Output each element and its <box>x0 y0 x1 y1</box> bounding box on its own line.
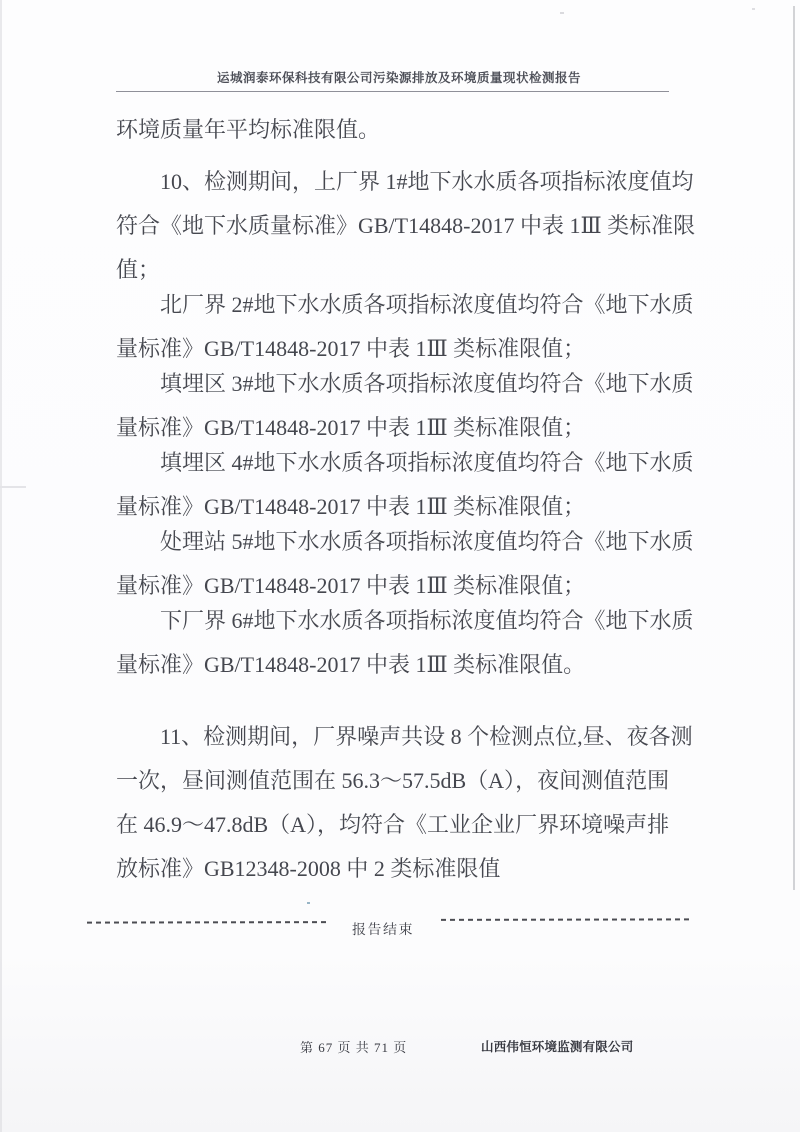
report-body <box>116 108 696 891</box>
divider-dash-right <box>441 918 691 921</box>
text-line: 放标准》GB12348-2008 中 2 类标准限值 <box>116 856 501 881</box>
text-line: 北厂界 2#地下水水质各项指标浓度值均符合《地下水质 <box>160 292 694 317</box>
footer-page-number: 第 67 页 共 71 页 <box>300 1040 408 1055</box>
text-line: 处理站 5#地下水水质各项指标浓度值均符合《地下水质 <box>160 529 694 554</box>
header-rule <box>116 91 669 92</box>
scan-edge-line-left <box>0 0 2 1132</box>
paragraph <box>116 283 694 371</box>
report-header-title: 运城润泰环保科技有限公司污染源排放及环境质量现状检测报告 <box>216 71 581 85</box>
text-line: 填埋区 3#地下水水质各项指标浓度值均符合《地下水质 <box>160 371 694 396</box>
text-line: 值； <box>116 257 161 282</box>
paragraph <box>116 362 694 450</box>
paragraph <box>116 160 696 292</box>
divider-label: 报告结束 <box>352 922 415 939</box>
text-line: 下厂界 6#地下水水质各项指标浓度值均符合《地下水质 <box>160 608 694 633</box>
text-line: 量标准》GB/T14848-2017 中表 1Ⅲ 类标准限值； <box>116 494 586 519</box>
text-line: 量标准》GB/T14848-2017 中表 1Ⅲ 类标准限值； <box>116 336 586 361</box>
text-line: 量标准》GB/T14848-2017 中表 1Ⅲ 类标准限值； <box>116 573 586 598</box>
text-line: 在 46.9～47.8dB（A），均符合《工业企业厂界环境噪声排 <box>116 812 670 837</box>
text-line: 填埋区 4#地下水水质各项指标浓度值均符合《地下水质 <box>160 450 694 475</box>
text-line: 11、检测期间，厂界噪声共设 8 个检测点位,昼、夜各测 <box>160 724 693 749</box>
footer-company-name: 山西伟恒环境监测有限公司 <box>481 1040 634 1054</box>
end-of-report-divider <box>87 907 691 938</box>
text-line: 量标准》GB/T14848-2017 中表 1Ⅲ 类标准限值； <box>116 415 586 440</box>
paragraph <box>116 599 694 687</box>
paragraph <box>116 441 694 529</box>
text-line: 符合《地下水质量标准》GB/T14848-2017 中表 1Ⅲ 类标准限 <box>116 213 696 238</box>
paragraph <box>116 520 694 608</box>
scan-speck-blue <box>307 902 310 904</box>
text-line: 10、检测期间，上厂界 1#地下水水质各项指标浓度值均 <box>160 169 694 194</box>
scan-speck-gray <box>752 8 755 10</box>
text-line: 量标准》GB/T14848-2017 中表 1Ⅲ 类标准限值。 <box>116 652 586 677</box>
text-line: 环境质量年平均标准限值。 <box>116 117 381 142</box>
paragraph <box>116 715 693 891</box>
text-line: 一次，昼间测值范围在 56.3～57.5dB（A），夜间测值范围 <box>116 768 670 793</box>
scan-speck-gray <box>560 12 564 14</box>
paragraph <box>116 108 688 152</box>
scan-streak <box>0 486 26 488</box>
scan-edge-line-right <box>793 6 795 890</box>
divider-dash-left <box>87 921 330 924</box>
